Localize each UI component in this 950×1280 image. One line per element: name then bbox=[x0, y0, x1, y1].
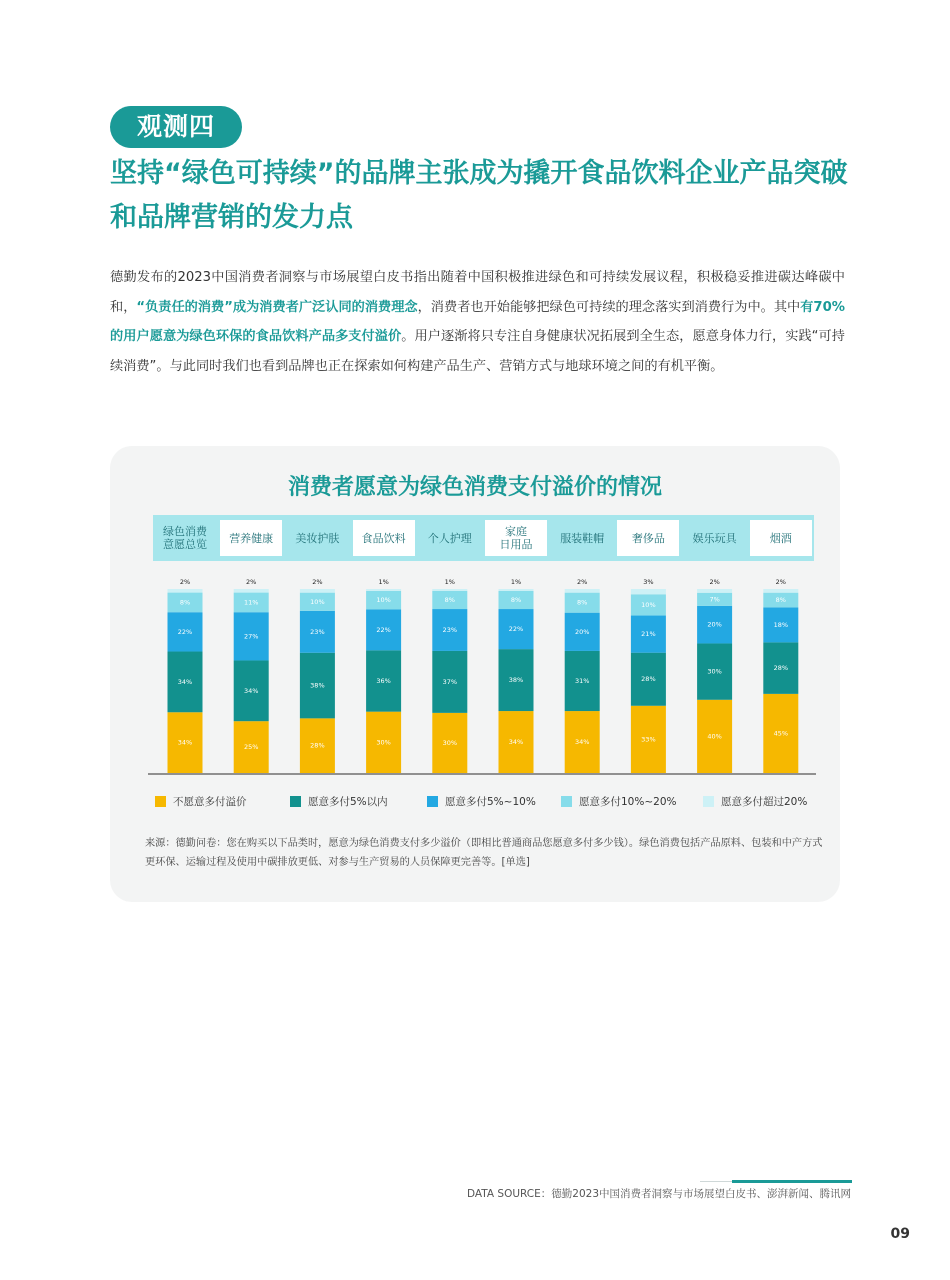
category-label: 娱乐玩具 bbox=[692, 531, 737, 545]
data-label: 34% bbox=[574, 738, 590, 747]
body-text-1: 德勤发布的2023中国消费者洞察与市场展望白皮书指出随着中国积极推进绿色和可持续发展议程，积极稳妥推进碳达峰碳中和， bbox=[110, 270, 845, 315]
page-title bbox=[110, 152, 850, 240]
bar-segment bbox=[631, 589, 666, 594]
data-label: 34% bbox=[177, 677, 193, 686]
legend-label: 愿意多付超过20% bbox=[721, 796, 808, 808]
data-label: 10% bbox=[641, 600, 656, 609]
data-label: 2% bbox=[246, 578, 257, 586]
data-label: 34% bbox=[243, 686, 259, 695]
data-label: 22% bbox=[177, 627, 193, 636]
data-label: 27% bbox=[243, 632, 259, 641]
data-label: 2% bbox=[775, 578, 786, 586]
body-highlight-1: “负责任的消费”成为消费者广泛认同的消费理念 bbox=[136, 299, 418, 315]
legend-item bbox=[703, 794, 807, 809]
data-label: 30% bbox=[442, 738, 458, 747]
data-label: 2% bbox=[312, 578, 323, 586]
data-source: DATA SOURCE：德勤2023中国消费者洞察与市场展望白皮书、澎湃新闻、腾讯网 bbox=[467, 1188, 851, 1200]
category-label: 绿色消费 意愿总览 bbox=[163, 525, 207, 551]
category-label: 美妆护肤 bbox=[295, 531, 340, 545]
body-text-3: 。用户逐渐将只专注自身健康状况拓展到全生态，愿意身体力行，实践“可持续消费”。与此同时我们也看到品牌也正在探索如何构建产品生产、营销方式与地球环境之间的有机平衡。 bbox=[110, 329, 845, 374]
legend-swatch bbox=[155, 796, 166, 807]
data-label: 40% bbox=[707, 732, 722, 741]
data-label: 37% bbox=[442, 677, 458, 686]
data-label: 34% bbox=[177, 738, 193, 747]
data-label: 7% bbox=[709, 595, 720, 604]
data-label: 28% bbox=[310, 741, 325, 750]
data-label: 30% bbox=[376, 738, 391, 747]
bar-segment bbox=[300, 589, 335, 593]
legend-label: 不愿意多付溢价 bbox=[173, 796, 247, 808]
body-highlight-2: 有70%的用户愿意为绿色环保的食品饮料产品多支付溢价 bbox=[110, 299, 845, 344]
bar-segment bbox=[763, 589, 798, 593]
data-label: 20% bbox=[574, 627, 590, 636]
data-label: 38% bbox=[508, 676, 524, 685]
data-label: 11% bbox=[243, 598, 259, 607]
data-label: 33% bbox=[641, 735, 656, 744]
data-label: 23% bbox=[442, 625, 458, 634]
legend-label: 愿意多付5%以内 bbox=[308, 796, 388, 808]
data-label: 28% bbox=[641, 675, 656, 684]
bar-segment bbox=[697, 589, 732, 593]
legend-label: 愿意多付10%~20% bbox=[579, 796, 677, 808]
chart-note: 来源：德勤问卷：您在购买以下品类时，愿意为绿色消费支付多少溢价（即相比普通商品您愿意多付多少钱）。绿色消费包括产品原料、包装和中产方式更环保、运输过程及使用中碳排放更低、对参与生产贸易的人员保障更完善等。[单选] bbox=[145, 838, 823, 868]
data-label: 2% bbox=[709, 578, 720, 586]
body-paragraph bbox=[110, 263, 845, 381]
title-line-1: 坚持“绿色可持续”的品牌主张成为撬开食品饮料企业产品突破 bbox=[110, 158, 848, 189]
data-label: 8% bbox=[510, 595, 522, 604]
source-rule-thin bbox=[700, 1181, 732, 1182]
data-label: 8% bbox=[179, 598, 191, 607]
data-label: 21% bbox=[641, 630, 656, 639]
data-label: 28% bbox=[773, 664, 789, 673]
data-label: 23% bbox=[310, 627, 325, 636]
data-label: 3% bbox=[643, 578, 654, 586]
legend-swatch bbox=[427, 796, 438, 807]
bar-segment bbox=[565, 589, 600, 593]
data-label: 2% bbox=[179, 578, 191, 586]
category-label: 食品饮料 bbox=[353, 520, 415, 556]
category-label: 营养健康 bbox=[220, 520, 282, 556]
stacked-bar-chart bbox=[110, 570, 840, 785]
legend-item bbox=[561, 794, 676, 809]
data-label: 30% bbox=[707, 667, 722, 676]
category-label: 奢侈品 bbox=[617, 520, 679, 556]
section-tag: 观测四 bbox=[110, 106, 242, 148]
data-label: 2% bbox=[577, 578, 588, 586]
bar-segment bbox=[168, 589, 203, 593]
data-label: 36% bbox=[376, 677, 391, 685]
legend-item bbox=[155, 794, 247, 809]
data-label: 22% bbox=[376, 625, 391, 634]
data-label: 8% bbox=[444, 595, 455, 604]
category-label: 家庭 日用品 bbox=[485, 520, 547, 556]
title-line-2: 和品牌营销的发力点 bbox=[110, 202, 353, 233]
category-label: 个人护理 bbox=[427, 531, 472, 545]
data-label: 1% bbox=[510, 578, 522, 586]
data-label: 45% bbox=[773, 729, 789, 738]
bar-segment bbox=[499, 589, 534, 591]
page-number: 09 bbox=[890, 1226, 910, 1242]
chart-title: 消费者愿意为绿色消费支付溢价的情况 bbox=[287, 475, 662, 500]
data-label: 1% bbox=[444, 578, 455, 586]
category-label: 服装鞋帽 bbox=[560, 531, 605, 545]
bar-segment bbox=[432, 589, 467, 591]
data-label: 18% bbox=[773, 620, 789, 629]
data-label: 34% bbox=[508, 738, 524, 747]
data-label: 20% bbox=[707, 620, 722, 629]
chart-legend bbox=[155, 794, 835, 810]
data-label: 38% bbox=[310, 681, 325, 690]
body-text-2: ，消费者也开始能够把绿色可持续的理念落实到消费行为中。其中 bbox=[417, 299, 801, 315]
legend-swatch bbox=[290, 796, 301, 807]
data-label: 31% bbox=[574, 677, 590, 685]
data-label: 25% bbox=[243, 743, 259, 752]
data-label: 22% bbox=[508, 625, 524, 634]
legend-label: 愿意多付5%~10% bbox=[445, 796, 536, 808]
chart-card bbox=[110, 446, 840, 902]
bar-segment bbox=[234, 589, 269, 593]
legend-swatch bbox=[561, 796, 572, 807]
data-label: 10% bbox=[376, 596, 391, 605]
data-label: 8% bbox=[577, 598, 588, 607]
legend-item bbox=[427, 794, 536, 809]
category-label: 烟酒 bbox=[750, 520, 812, 556]
source-rule bbox=[732, 1180, 852, 1183]
bar-segment bbox=[366, 589, 401, 591]
data-label: 8% bbox=[775, 596, 786, 605]
data-label: 1% bbox=[378, 578, 389, 586]
legend-swatch bbox=[703, 796, 714, 807]
legend-item bbox=[290, 794, 388, 809]
data-label: 10% bbox=[310, 597, 325, 606]
